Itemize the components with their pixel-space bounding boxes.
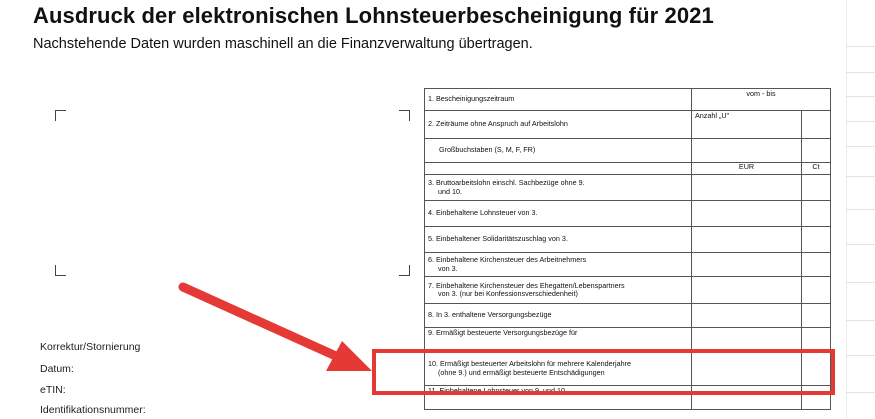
page-subtitle: Nachstehende Daten wurden maschinell an die Finanzverwaltung übertragen.: [33, 36, 533, 52]
row-label: Großbuchstaben (S, M, F, FR): [425, 139, 692, 163]
count-header: Anzahl „U": [692, 111, 802, 139]
datum-label: Datum:: [40, 363, 74, 375]
row-label-line: 7. Einbehaltene Kirchensteuer des Ehegatten/Lebenspartners: [428, 280, 625, 290]
row-label: 4. Einbehaltene Lohnsteuer von 3.: [425, 201, 692, 227]
identifikationsnummer-label: Identifikationsnummer:: [40, 404, 146, 416]
row-label: 9. Ermäßigt besteuerte Versorgungsbezüge für: [425, 328, 692, 352]
row-label-line: von 3. (nur bei Konfessionsverschiedenheit): [438, 289, 578, 298]
row-label: 8. In 3. enthaltene Versorgungsbezüge: [425, 304, 692, 328]
row-label-line: 3. Bruttoarbeitslohn einschl. Sachbezüge ohne 9.: [428, 178, 585, 187]
ct-header: Ct: [802, 163, 831, 175]
row-label-line: 6. Einbehaltene Kirchensteuer des Arbeitnehmers: [428, 255, 587, 264]
korrektur-label: Korrektur/Stornierung: [40, 341, 141, 353]
etin-label: eTIN:: [40, 384, 66, 396]
row-label-line: (ohne 9.) und ermäßigt besteuerte Entschädigungen: [438, 367, 605, 377]
row-label: 5. Einbehaltener Solidaritätszuschlag von 3.: [425, 227, 692, 253]
eur-header: EUR: [692, 163, 802, 175]
row-label: 11. Einbehaltene Lohnsteuer von 9. und 10.: [425, 386, 692, 410]
row-label: 2. Zeiträume ohne Anspruch auf Arbeitslohn: [425, 111, 692, 139]
row-label-line: und 10.: [438, 186, 462, 196]
row-label-line: von 3.: [438, 263, 458, 273]
page-title: Ausdruck der elektronischen Lohnsteuerbescheinigung für 2021: [33, 3, 714, 28]
row-label-line: 10. Ermäßigt besteuerter Arbeitslohn für mehrere Kalenderjahre: [428, 359, 631, 368]
period-header: vom - bis: [692, 89, 831, 111]
row-label: 1. Bescheinigungszeitraum: [425, 89, 692, 111]
